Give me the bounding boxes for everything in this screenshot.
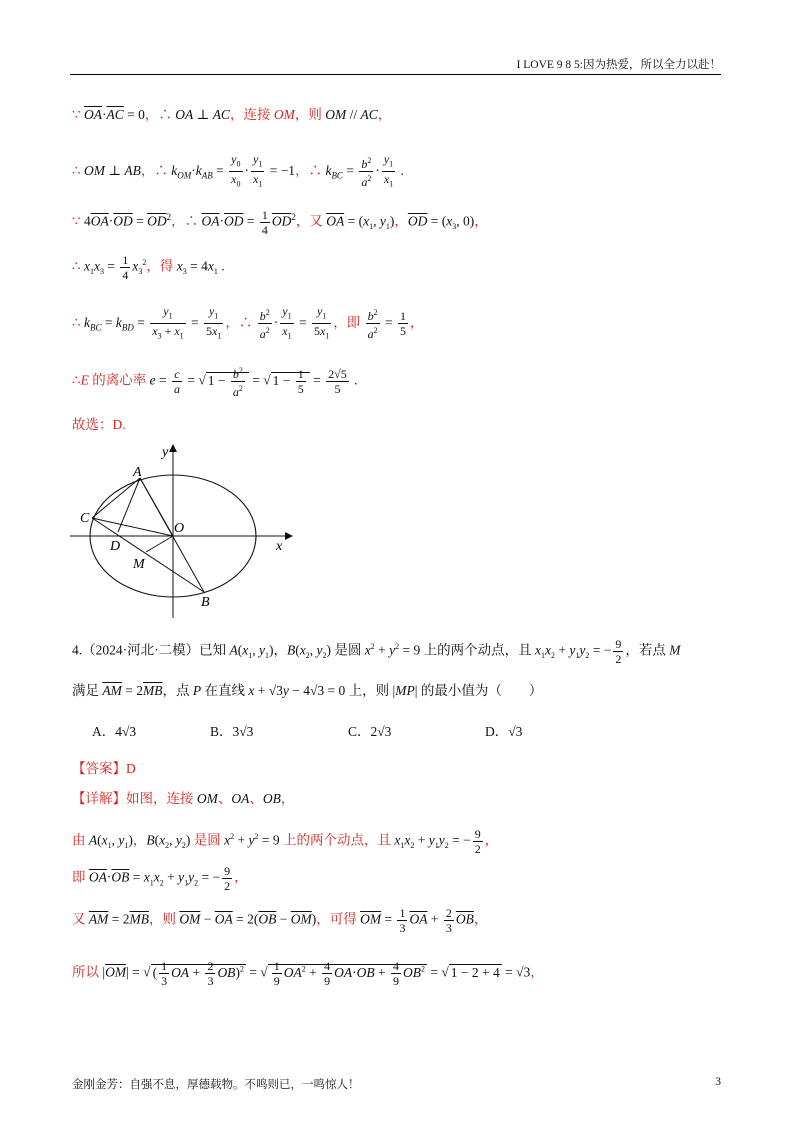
question-4-line-1: 4.（2024·河北·二模）已知 $A(x_1$, $y_1$)，$B(x_2$, $y_2$) 是圆 $x^2 + y^2 = 9$ 上的两个动点，且 $x_1x_2 + y_1y_2$ = − $\frac{9}{2}$ ，若点 M	[72, 636, 681, 666]
segment-AD	[118, 478, 140, 532]
option-a: A．4√3	[92, 724, 137, 739]
detail-line-4: 又 $\overline{AM} = 2\overline{MB}$，则 $\overline{OM} - \overline{OA} = 2(\overline{OB} - \overline{OM})$，可得 $\overline{OM}$ = $\frac{1}{3}$ $\overline{OA}$ + $\frac{2}{3}$ $\overline{OB}$，	[72, 906, 488, 935]
segment-AO	[140, 478, 173, 536]
solution-line-6: ∴E 的离心率 e = $\frac{c}{a}$ = √ 1 − $\frac{b^2}{a^2}$ = √ 1 − $\frac{1}{5}$ = $\frac{2√5}{5}$ .	[72, 366, 358, 399]
segment-CO	[92, 518, 173, 536]
y-axis-arrow	[169, 444, 177, 452]
page-footer	[72, 1076, 721, 1092]
detail-line-5: 所以 $|\overline{OM}|$ = √ ( $\frac{1}{3}$ $\overline{OA}$ + $\frac{2}{3}$ $\overline{OB})^2$ = √ $\frac{1}{9}$ $\overline{OA}^2$ + $\frac{4}{9}$ $\overline{OA}\cdot\overline{OB}$ + $\frac{4}{9}$ $\overline{OB}^2$ = √ 1 − 2 + 4 = √3，	[72, 958, 544, 988]
option-d: D．√3	[485, 724, 523, 739]
detail-line-2: 由 $A(x_1$, $y_1$)，$B(x_2$, $y_2$) 是圆 $x^2 + y^2 = 9$ 上的两个动点，且 $x_1x_2 + y_1y_2$ = − $\frac{9}{2}$ ，	[72, 826, 499, 856]
segment-OM	[146, 536, 173, 552]
detail-line-1: 【详解】如图，连接 OM、OA、OB，	[72, 791, 295, 806]
header-text: I LOVE 9 8 5:因为热爱，所以全力以赴！	[516, 59, 721, 71]
label-B: B	[201, 595, 210, 610]
detail-line-3: 即 $\overline{OA}\cdot\overline{OB} = x_1x_2 + y_1y_2$ = − $\frac{9}{2}$ ，	[72, 864, 248, 893]
solution-line-4: ∴ $x_1x_3$ = $\frac{1}{4}$ $x_3^2$，得 $x_3 = 4x_1$ .	[72, 252, 225, 282]
label-y: y	[162, 445, 169, 460]
label-C: C	[80, 511, 90, 526]
label-D: D	[110, 539, 121, 554]
ellipse-figure	[70, 440, 300, 620]
option-c: C．2√3	[348, 724, 392, 739]
footer-motto: 金刚金芳：自强不息，厚德载物。不鸣则已，一鸣惊人！	[72, 1079, 360, 1091]
x-axis-arrow	[285, 532, 293, 540]
label-O: O	[174, 521, 185, 536]
label-A: A	[133, 465, 142, 480]
page-header	[70, 54, 721, 75]
answer-line: 【答案】D	[72, 761, 136, 776]
label-x: x	[276, 539, 283, 554]
segment-CB	[92, 518, 204, 592]
solution-line-3: ∵ $4\overline{OA}\cdot\overline{OD} = \overline{OD}^2$，∴ $\overline{OA}\cdot\overline{OD}$ = $\frac{1}{4}$ $\overline{OD}^2$，又 $\overline{OA} = (x_1$, $y_1$)，$\overline{OD} = (x_3$, 0)，	[72, 207, 488, 237]
label-M: M	[133, 557, 145, 572]
solution-line-1: ∵ $\overline{OA}\cdot\overline{AC} = 0$，∴ OA ⊥ AC，连接 OM，则 OM // AC，	[72, 107, 392, 122]
segment-CA	[92, 478, 140, 518]
solution-line-2: ∴ OM ⊥ AB，∴ $k_{OM}\cdot k_{AB}$ = $\frac{y_0}{x_0}$ · $\frac{y_1}{x_1}$ = −1，∴ $k_{BC}$ = $\frac{b^2}{a^2}$ · $\frac{y_1}{x_1}$ .	[72, 152, 404, 190]
page-number: 3	[715, 1076, 721, 1088]
option-b: B．3√3	[210, 724, 254, 739]
solution-line-5: ∴ $k_{BC} = k_{BD}$ = $\frac{y_1}{x_3 + x_1}$ = $\frac{y_1}{5x_1}$ ，∴ $\frac{b^2}{a^2}$ · $\frac{y_1}{x_1}$ = $\frac{y_1}{5x_1}$ ，即 $\frac{b^2}{a^2}$ = $\frac{1}{5}$ ，	[72, 304, 424, 342]
choice-line: 故选：D.	[72, 417, 126, 432]
question-4-line-2: 满足 $\overline{AM} = 2\overline{MB}$，点 P 在直线 x + √3y − 4√3 = 0 上，则 |MP| 的最小值为（ ）	[72, 683, 543, 698]
